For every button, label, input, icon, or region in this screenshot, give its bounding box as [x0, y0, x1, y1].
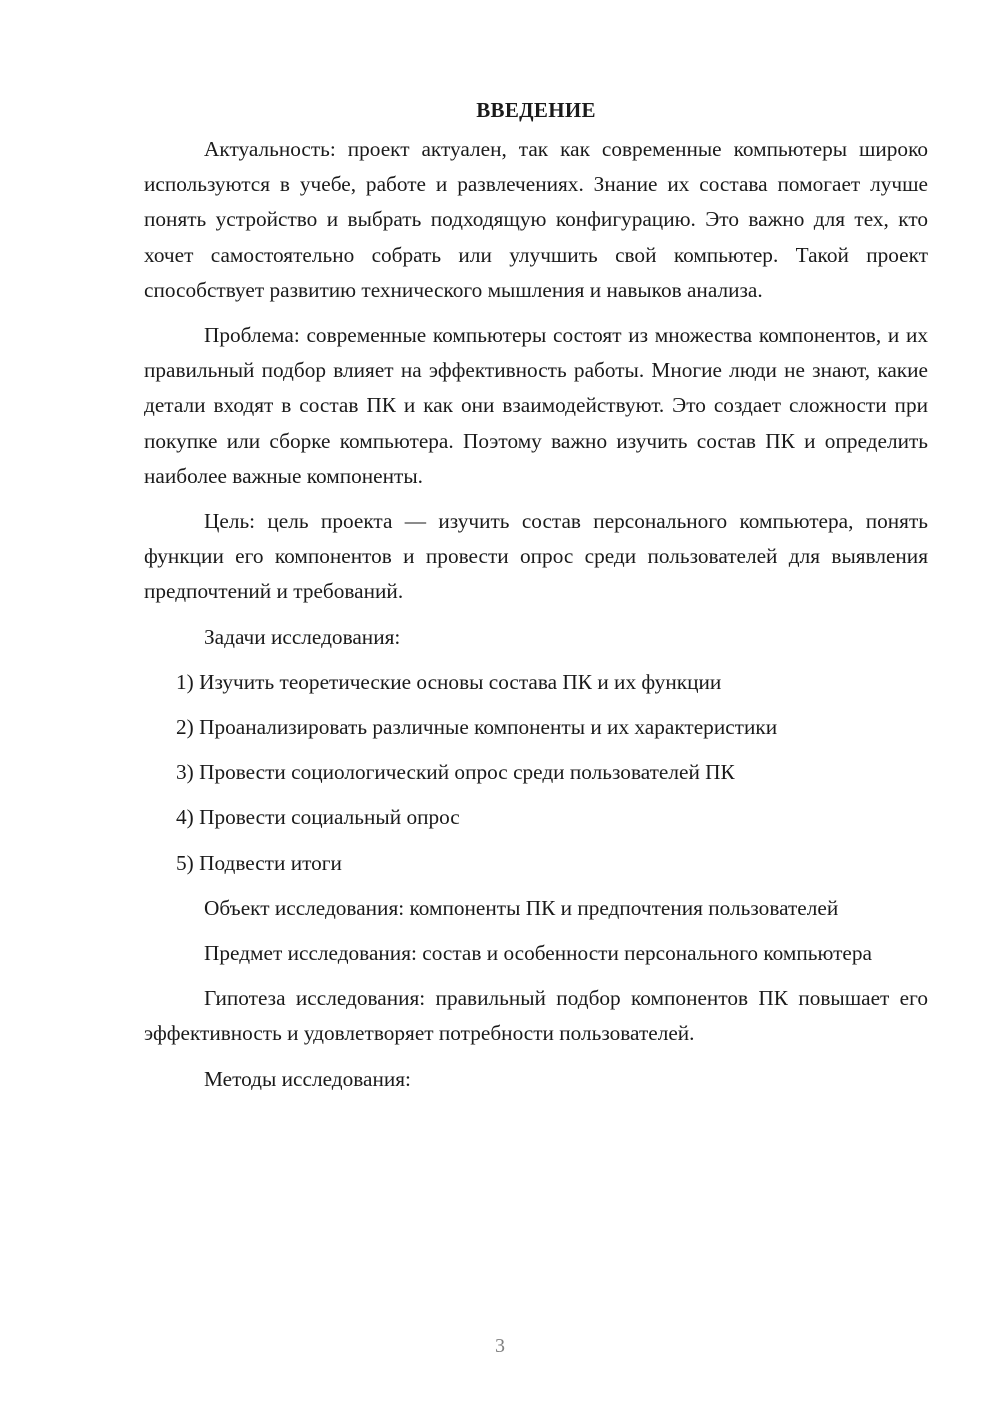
subject-paragraph: Предмет исследования: состав и особенности персонального компьютера	[204, 941, 872, 966]
list-item: 4) Провести социальный опрос	[176, 805, 460, 830]
document-page	[144, 96, 928, 1107]
tasks-list	[144, 665, 928, 881]
list-item: 5) Подвести итоги	[176, 850, 342, 875]
goal-paragraph: Цель: цель проекта — изучить состав персонального компьютера, понять функции его компонентов и провести опрос среди пользователей для выявления предпочтений и требований.	[144, 509, 928, 604]
page-title: ВВЕДЕНИЕ	[476, 98, 596, 122]
page-number: 3	[495, 1335, 505, 1357]
list-item: 2) Проанализировать различные компоненты и их характеристики	[176, 715, 778, 740]
problem-paragraph: Проблема: современные компьютеры состоят из множества компонентов, и их правильный подбор влияет на эффективность работы. Многие люди не знают, какие детали входят в состав ПК и как они взаимодействуют. Это создает сложности при покупке или сборке компьютера. Поэтому важно изучить состав ПК и определить наиболее важные компоненты.	[144, 323, 928, 488]
relevance-paragraph: Актуальность: проект актуален, так как современные компьютеры широко используются в учебе, работе и развлечениях. Знание их состава помогает лучше понять устройство и выбрать подходящую конфигурацию. Это важно для тех, кто хочет самостоятельно собрать или улучшить свой компьютер. Такой проект способствует развитию технического мышления и навыков анализа.	[144, 137, 928, 302]
list-item: 3) Провести социологический опрос среди пользователей ПК	[176, 760, 735, 785]
object-paragraph: Объект исследования: компоненты ПК и предпочтения пользователей	[204, 895, 839, 920]
hypothesis-paragraph: Гипотеза исследования: правильный подбор компонентов ПК повышает его эффективность и удовлетворяет потребности пользователей.	[144, 986, 928, 1046]
list-item: 1) Изучить теоретические основы состава ПК и их функции	[176, 669, 722, 694]
tasks-heading: Задачи исследования:	[204, 624, 401, 649]
methods-heading: Методы исследования:	[204, 1066, 411, 1091]
